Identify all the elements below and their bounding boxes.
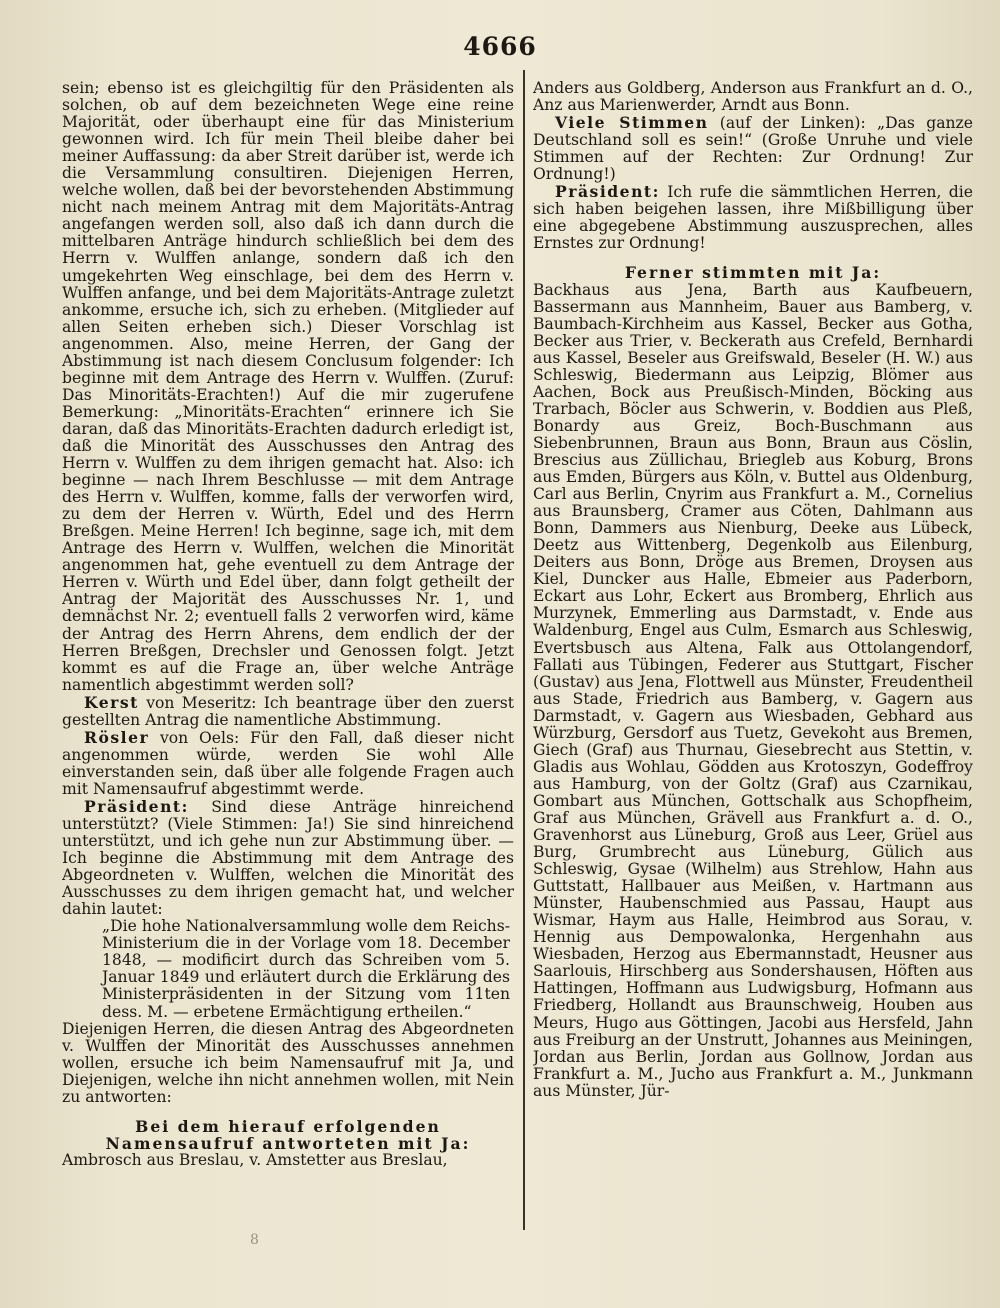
column-divider — [523, 70, 525, 1230]
president-order-paragraph — [533, 183, 973, 252]
kerst-paragraph — [62, 694, 514, 729]
roll-call-first-names: Ambrosch aus Breslau, v. Amstetter aus Breslau, — [62, 1150, 448, 1169]
president-order-text: Ich rufe die sämmtlichen Herren, die sich haben beigehen lassen, ihre Mißbilligung über eine abgegebene Abstimmung auszusprechen, alles Ernstes zur Ordnung! — [533, 183, 973, 253]
roll-call-heading: Bei dem hierauf erfolgenden Namensaufruf antworteten mit Ja: — [105, 1116, 471, 1153]
roesler-paragraph — [62, 729, 514, 798]
voting-instruction: Diejenigen Herren, die diesen Antrag des Abgeordneten v. Wulffen der Minorität des Ausschusses annehmen wollen, ersuche ich beim Namensaufruf mit Ja, und Diejenigen, welche ihn nicht annehmen wollen, mit Nein zu antworten: — [62, 1019, 514, 1106]
motion-quote: „Die hohe Nationalversammlung wolle dem Reichs-Ministerium die in der Vorlage vom 18. December 1848, — modificirt durch das Schreiben vom 5. Januar 1849 und erläutert durch die Erklärung des Ministerpräsidenten in der Sitzung vom 11ten dess. M. — erbetene Ermächtigung ertheilen.“ — [102, 917, 510, 1021]
president-speech-paragraph: sein; ebenso ist es gleichgiltig für den Präsidenten als solchen, ob auf dem bezeichneten Wege eine reine Majorität, oder überhaupt eine für das Ministerium gewonnen wird. Ich für mein Theil bleibe daher bei meiner Auffassung: da aber Streit darüber ist, werde ich die Versammlung consultiren. Diejenigen Herren, welche wollen, daß bei der bevorstehenden Abstimmung nicht nach meinem Antrag mit dem Majoritäts-Antrag angefangen werden soll, also daß ich dann durch die mittelbaren Anträge hindurch schließlich bei dem des Herrn v. Wulffen anlange, sondern daß ich den umgekehrten Weg einschlage, bei dem des Herrn v. Wulffen anfange, und bei dem Majoritäts-Antrage zuletzt ankomme, ersuche ich, sich zu erheben. (Mitglieder auf allen Seiten erheben sich.) Dieser Vorschlag ist angenommen. Also, meine Herren, der Gang der Abstimmung ist nach diesem Conclusum folgender: Ich beginne mit dem Antrage des Herrn v. Wulffen. (Zuruf: Das Minoritäts-Erachten!) Auf die mir zugerufene Bemerkung: „Minoritäts-Erachten“ erinnere ich Sie daran, daß das Minoritäts-Erachten dadurch erledigt ist, daß die Minorität des Ausschusses den Antrag des Herrn v. Wulffen zu dem ihrigen gemacht hat. Also: ich beginne — nach Ihrem Beschlusse — mit dem Antrage des Herrn v. Wulffen, komme, falls der verworfen wird, zu dem der Herren v. Würth, Edel und des Herrn Breßgen. Meine Herren! Ich beginne, sage ich, mit dem Antrage des Herrn v. Wulffen, welchen die Minorität angenommen hat, gehe eventuell zu dem Antrage der Herren v. Würth und Edel über, dann folgt getheilt der Antrag der Majorität des Ausschusses Nr. 1, und demnächst Nr. 2; eventuell falls 2 verworfen wird, käme der Antrag des Herrn Ahrens, dem endlich der der Herren Breßgen, Drechsler und Genossen folgt. Jetzt kommt es auf die Frage an, über welche Anträge namentlich abgestimmt werden soll? — [62, 80, 514, 694]
speaker-kerst: Kerst — [84, 692, 139, 712]
speaker-roesler: Rösler — [84, 727, 150, 747]
yes-voter-list: Backhaus aus Jena, Barth aus Kaufbeuern, Bassermann aus Mannheim, Bauer aus Bamberg, v. Baumbach-Kirchheim aus Kassel, Becker aus Gotha, Becker aus Trier, v. Beckerath aus Crefeld, Bernhardi aus Kassel, Beseler aus Greifswald, Beseler (H. W.) aus Schleswig, Biedermann aus Leipzig, Blömer aus Aachen, Bock aus Preußisch-Minden, Böcking aus Trarbach, Böcler aus Schwerin, v. Boddien aus Pleß, Bonardy aus Greiz, Boch-Buschmann aus Siebenbrunnen, Braun aus Bonn, Braun aus Cöslin, Brescius aus Züllichau, Briegleb aus Koburg, Brons aus Emden, Bürgers aus Köln, v. Buttel aus Oldenburg, Carl aus Berlin, Cnyrim aus Frankfurt a. M., Cornelius aus Braunsberg, Cramer aus Cöten, Dahlmann aus Bonn, Dammers aus Nienburg, Deeke aus Lübeck, Deetz aus Wittenberg, Degenkolb aus Eilenburg, Deiters aus Bonn, Dröge aus Bremen, Droysen aus Kiel, Duncker aus Halle, Ebmeier aus Paderborn, Eckart aus Lohr, Eckert aus Bromberg, Ehrlich aus Murzynek, Emmerling aus Darmstadt, v. Ende aus Waldenburg, Engel aus Culm, Esmarch aus Schleswig, Evertsbusch aus Altena, Falk aus Ottolangendorf, Fallati aus Tübingen, Federer aus Stuttgart, Fischer (Gustav) aus Jena, Flottwell aus Münster, Freudentheil aus Stade, Friedrich aus Bamberg, v. Gagern aus Darmstadt, v. Gagern aus Wiesbaden, Gebhard aus Würzburg, Gersdorf aus Tuetz, Gevekoht aus Bremen, Giech (Graf) aus Thurnau, Giesebrecht aus Stettin, v. Gladis aus Wohlau, Gödden aus Krotoszyn, Godeffroy aus Hamburg, von der Goltz (Graf) aus Czarnikau, Gombart aus München, Gottschalk aus Schopfheim, Graf aus München, Grävell aus Frankfurt a. d. O., Gravenhorst aus Lüneburg, Groß aus Leer, Grüel aus Burg, Grumbrecht aus Lüneburg, Gülich aus Schleswig, Gysae (Wilhelm) aus Strehlow, Hahn aus Guttstatt, Hallbauer aus Meißen, v. Hartmann aus Münster, Haubenschmied aus Passau, Haupt aus Wismar, Haym aus Halle, Heimbrod aus Sorau, v. Hennig aus Dempowalonka, Hergenhahn aus Wiesbaden, Herzog aus Ebermannstadt, Heusner aus Saarlouis, Hirschberg aus Sondershausen, Höften aus Hattingen, Hoffmann aus Ludwigsburg, Hofmann aus Friedberg, Hollandt aus Braunschweig, Houben aus Meurs, Hugo aus Göttingen, Jacobi aus Hersfeld, Jahn aus Freiburg an der Unstrutt, Johannes aus Meiningen, Jordan aus Berlin, Jordan aus Gollnow, Jordan aus Frankfurt a. M., Jucho aus Frankfurt a. M., Junkmann aus Münster, Jür- — [533, 280, 973, 1100]
footer-mark: 8 — [250, 1232, 259, 1248]
kerst-text: von Meseritz: Ich beantrage über den zuerst gestellten Antrag die namentliche Abstimmung. — [62, 693, 514, 729]
viele-stimmen-text: (auf der Linken): „Das ganze Deutschland soll es sein!“ (Große Unruhe und viele Stimmen auf der Rechten: Zur Ordnung! Zur Ordnung!) — [533, 114, 973, 184]
speaker-viele-stimmen: Viele Stimmen — [555, 113, 709, 133]
right-column — [533, 80, 973, 1272]
left-column — [62, 80, 514, 1272]
names-continued: Anders aus Goldberg, Anderson aus Frankfurt an d. O., Anz aus Marienwerder, Arndt aus Bonn. — [533, 80, 973, 115]
further-yes-heading: Ferner stimmten mit Ja: — [624, 263, 882, 283]
speaker-president-2: Präsident: — [555, 182, 660, 202]
president-paragraph — [62, 798, 514, 918]
roesler-text: von Oels: Für den Fall, daß dieser nicht angenommen würde, werden Sie wohl Alle einverstanden sein, daß über alle folgende Fragen auch mit Namensaufruf abgestimmt werde. — [62, 728, 514, 798]
viele-stimmen-paragraph — [533, 114, 973, 183]
page-number: 4666 — [463, 32, 537, 61]
president-text: Sind diese Anträge hinreichend unterstützt? (Viele Stimmen: Ja!) Sie sind hinreichend unterstützt, und ich gehe nun zur Abstimmung über. — Ich beginne die Abstimmung mit dem Antrage des Abgeordneten v. Wulffen, welchen die Minorität des Ausschusses zu dem ihrigen gemacht hat, und welcher dahin lautet: — [62, 797, 514, 919]
speaker-president: Präsident: — [84, 796, 189, 816]
